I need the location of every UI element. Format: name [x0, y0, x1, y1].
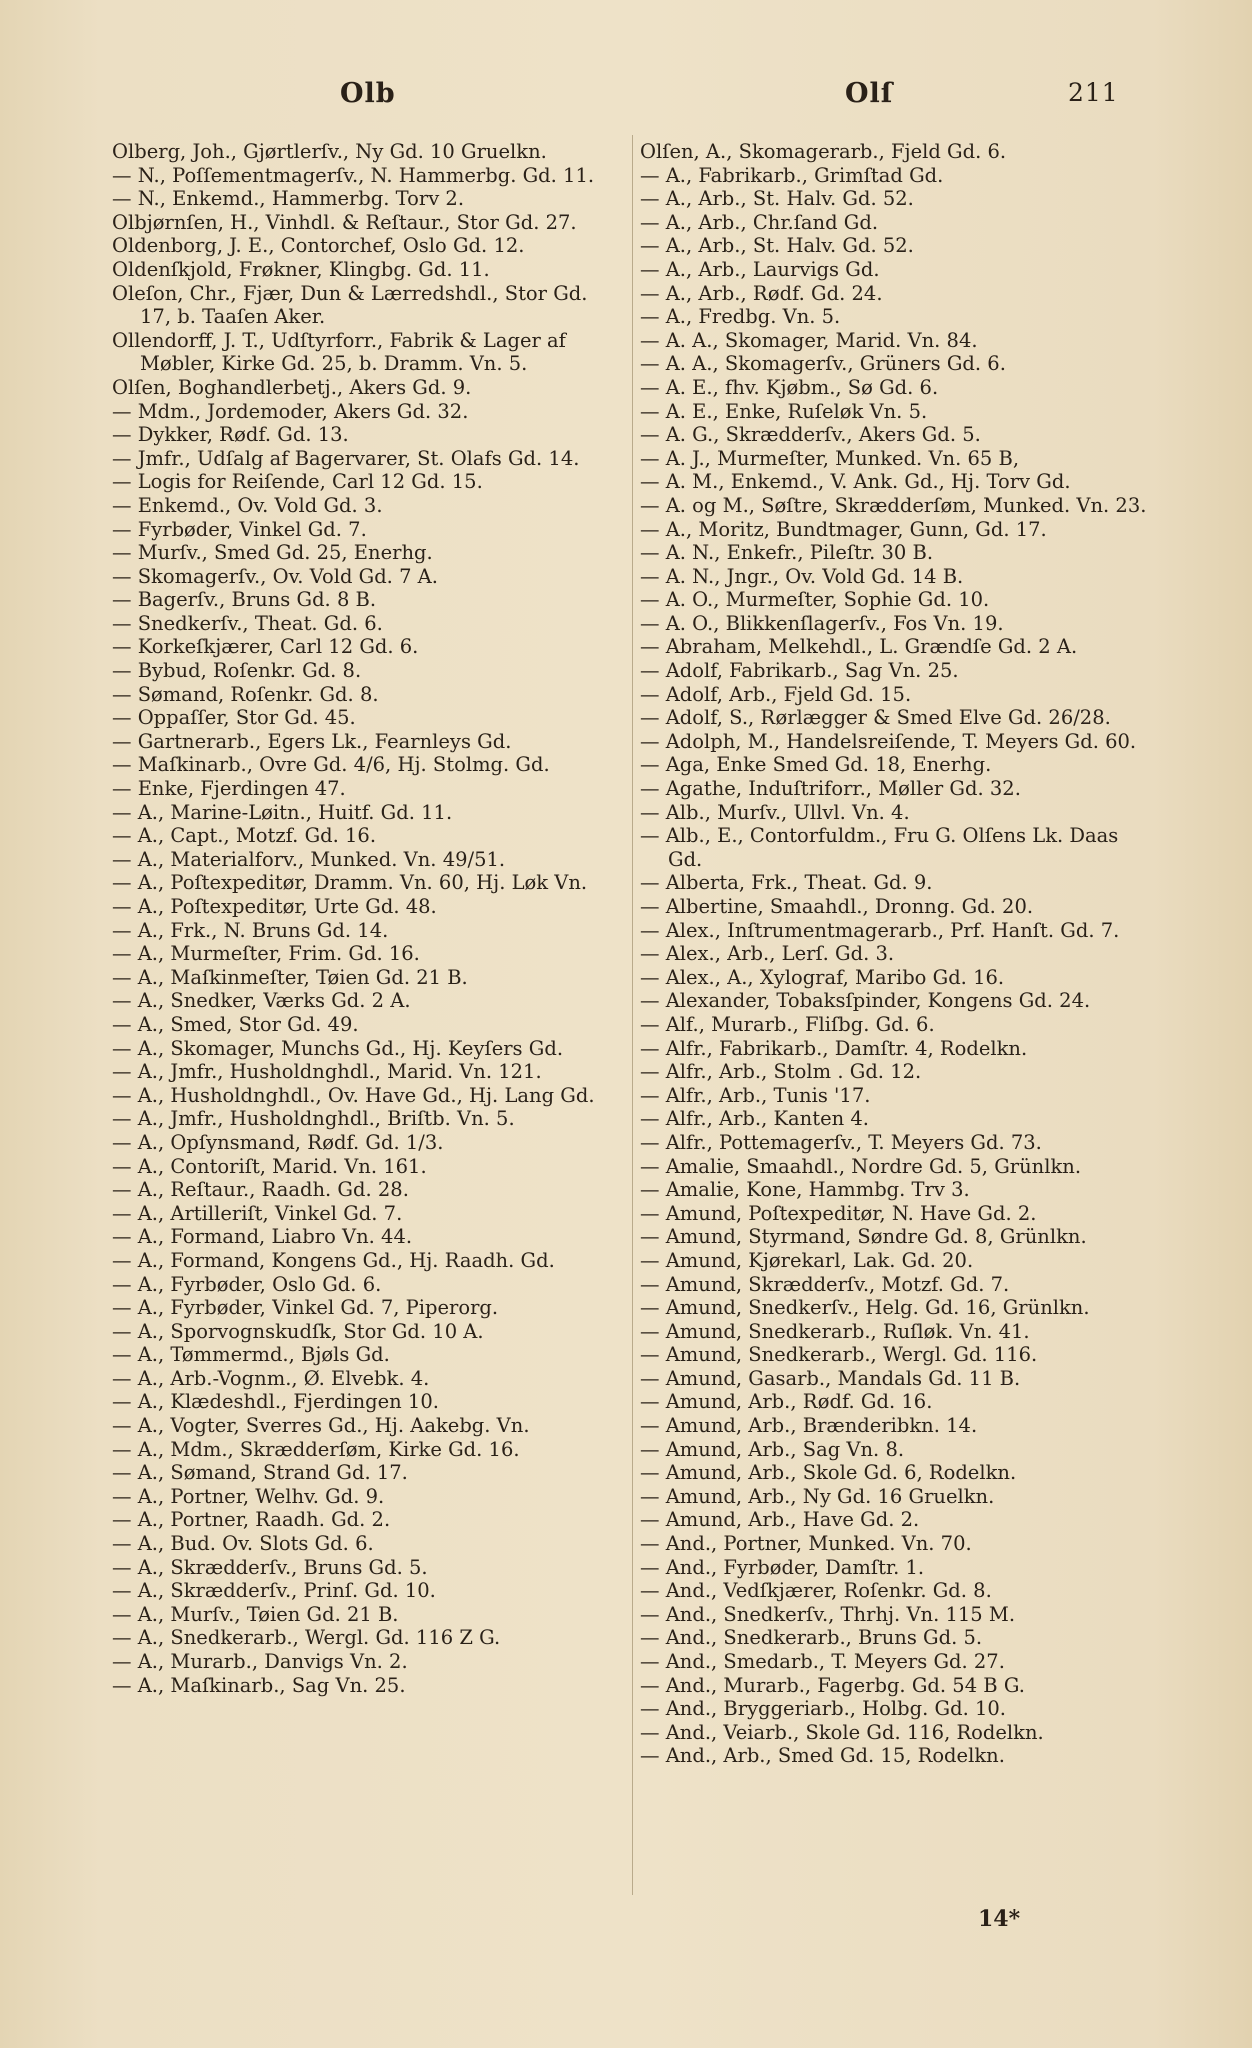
directory-entry: Olberg, Joh., Gjørtlerſv., Ny Gd. 10 Gruelkn.: [112, 140, 547, 163]
header-right-keyword: Olſ: [845, 78, 894, 109]
directory-entry: — A. E., Enke, Ruſeløk Vn. 5.: [640, 399, 928, 423]
directory-entry: — A., Arb., St. Halv. Gd. 52.: [640, 234, 914, 258]
directory-entry: — Amund, Kjørekarl, Lak. Gd. 20.: [640, 1248, 974, 1272]
directory-entry: — A., Arb., St. Halv. Gd. 52.: [640, 187, 914, 211]
directory-entry: — Albertine, Smaahdl., Dronng. Gd. 20.: [640, 895, 1034, 918]
directory-entry: — A., Artilleriſt, Vinkel Gd. 7.: [112, 1201, 403, 1225]
directory-entry: — A., Formand, Kongens Gd., Hj. Raadh. Gd.: [112, 1248, 555, 1272]
directory-entry: — A. A., Skomagerſv., Grüners Gd. 6.: [640, 352, 1006, 376]
directory-entry: — A. N., Enkefr., Pileſtr. 30 B.: [640, 541, 934, 565]
directory-entry: — Amund, Gasarb., Mandals Gd. 11 B.: [640, 1366, 1021, 1390]
directory-entry: — Amund, Arb., Ny Gd. 16 Gruelkn.: [640, 1484, 995, 1508]
directory-entry: — A. O., Blikkenſlagerſv., Fos Vn. 19.: [640, 611, 1004, 635]
directory-entry: — A., Vogter, Sverres Gd., Hj. Aakebg. Vn.: [112, 1414, 530, 1438]
directory-entry: — A., Husholdnghdl., Ov. Have Gd., Hj. Lang Gd.: [112, 1083, 595, 1107]
column-divider: [632, 135, 633, 1895]
directory-entry: Olbjørnſen, H., Vinhdl. & Reſtaur., Stor Gd. 27.: [112, 210, 577, 234]
directory-entry: — A., Portner, Welhv. Gd. 9.: [112, 1484, 385, 1508]
directory-entry: — A., Formand, Liabro Vn. 44.: [112, 1225, 413, 1249]
directory-entry: — And., Murarb., Fagerbg. Gd. 54 B G.: [640, 1673, 1025, 1697]
signature-mark: 14*: [978, 1906, 1021, 1932]
directory-entry: — A., Jmfr., Husholdnghdl., Briſtb. Vn. 5.: [112, 1107, 515, 1131]
directory-entry: — Amund, Arb., Have Gd. 2.: [640, 1508, 920, 1532]
directory-entry: — Alfr., Arb., Stolm . Gd. 12.: [640, 1060, 922, 1084]
directory-entry: — A., Maſkinmeſter, Tøien Gd. 21 B.: [112, 965, 468, 989]
directory-entry: — And., Fyrbøder, Damſtr. 1.: [640, 1555, 925, 1579]
directory-entry: — A., Arb.-Vognm., Ø. Elvebk. 4.: [112, 1366, 430, 1390]
header-left-keyword: Olb: [340, 78, 396, 109]
directory-entry: — N., Poſſementmagerſv., N. Hammerbg. Gd. 11.: [112, 163, 595, 187]
directory-entry: — Amund, Styrmand, Søndre Gd. 8, Grünlkn.: [640, 1225, 1087, 1249]
directory-entry: — Gartnerarb., Egers Lk., Fearnleys Gd.: [112, 729, 512, 753]
directory-entry: — Agathe, Induſtriforr., Møller Gd. 32.: [640, 777, 1021, 801]
directory-entry: — Snedkerſv., Theat. Gd. 6.: [112, 611, 383, 635]
directory-entry: — A., Fyrbøder, Oslo Gd. 6.: [112, 1272, 382, 1296]
directory-entry: — Aga, Enke Smed Gd. 18, Enerhg.: [640, 753, 992, 777]
directory-entry: — A., Marine-Løitn., Huitf. Gd. 11.: [112, 800, 453, 824]
directory-entry: — And., Vedſkjærer, Roſenkr. Gd. 8.: [640, 1579, 992, 1603]
directory-entry: — Alberta, Frk., Theat. Gd. 9.: [640, 871, 933, 895]
left-column: [112, 140, 618, 1697]
directory-entry: — Alex., A., Xylograf, Maribo Gd. 16.: [640, 965, 1005, 989]
directory-entry: — Amund, Arb., Sag Vn. 8.: [640, 1437, 905, 1461]
directory-entry: — A. og M., Søſtre, Skrædderſøm, Munked. Vn. 23.: [640, 493, 1147, 517]
directory-entry: — A., Poſtexpeditør, Urte Gd. 48.: [112, 895, 437, 918]
directory-entry: — Amalie, Kone, Hammbg. Trv 3.: [640, 1178, 970, 1202]
directory-entry: — Enkemd., Ov. Vold Gd. 3.: [112, 493, 383, 517]
directory-entry: — Amund, Snedkerſv., Helg. Gd. 16, Grünlkn.: [640, 1296, 1090, 1320]
directory-entry: — A., Snedker, Værks Gd. 2 A.: [112, 989, 411, 1013]
directory-entry: — Amund, Poſtexpeditør, N. Have Gd. 2.: [640, 1201, 1037, 1225]
directory-entry: — Mdm., Jordemoder, Akers Gd. 32.: [112, 399, 469, 423]
directory-entry: — Amund, Arb., Rødf. Gd. 16.: [640, 1390, 933, 1414]
directory-entry: — A., Capt., Motzf. Gd. 16.: [112, 824, 377, 848]
directory-entry: — Amund, Skrædderſv., Motzf. Gd. 7.: [640, 1272, 1010, 1296]
right-column: [640, 140, 1148, 1768]
directory-entry: — A., Fyrbøder, Vinkel Gd. 7, Piperorg.: [112, 1296, 499, 1320]
directory-entry: — Alex., Inſtrumentmagerarb., Prf. Hanſt. Gd. 7.: [640, 918, 1120, 942]
directory-entry: — Alex., Arb., Lerſ. Gd. 3.: [640, 942, 895, 966]
directory-entry: — Alexander, Tobaksſpinder, Kongens Gd. 24.: [640, 989, 1091, 1013]
directory-entry: — Abraham, Melkehdl., L. Grændſe Gd. 2 A.: [640, 635, 1078, 659]
directory-entry: — A. J., Murmeſter, Munked. Vn. 65 B,: [640, 446, 1020, 470]
directory-entry: — A., Portner, Raadh. Gd. 2.: [112, 1508, 391, 1532]
directory-entry: — A., Sømand, Strand Gd. 17.: [112, 1461, 408, 1485]
directory-entry: — A., Snedkerarb., Wergl. Gd. 116 Z G.: [112, 1626, 501, 1650]
directory-entry: — A., Fabrikarb., Grimſtad Gd.: [640, 163, 944, 187]
directory-entry: — And., Snedkerſv., Thrhj. Vn. 115 M.: [640, 1602, 1016, 1626]
directory-entry: — Alfr., Arb., Kanten 4.: [640, 1107, 869, 1131]
directory-entry: — Adolf, Fabrikarb., Sag Vn. 25.: [640, 659, 959, 683]
directory-entry: Oldenborg, J. E., Contorchef, Oslo Gd. 12.: [112, 234, 525, 258]
directory-entry: — Alfr., Fabrikarb., Damſtr. 4, Rodelkn.: [640, 1036, 1028, 1060]
directory-entry: — Bagerſv., Bruns Gd. 8 B.: [112, 588, 377, 612]
directory-entry: — A., Materialforv., Munked. Vn. 49/51.: [112, 847, 506, 871]
directory-entry: — Amund, Arb., Brænderibkn. 14.: [640, 1414, 978, 1438]
directory-entry: — A., Arb., Laurvigs Gd.: [640, 257, 880, 281]
directory-entry: — A., Contoriſt, Marid. Vn. 161.: [112, 1154, 427, 1178]
directory-entry: — A., Mdm., Skrædderſøm, Kirke Gd. 16.: [112, 1437, 520, 1461]
directory-entry: — Logis for Reiſende, Carl 12 Gd. 15.: [112, 470, 483, 494]
directory-entry: — Amund, Snedkerarb., Wergl. Gd. 116.: [640, 1343, 1038, 1367]
directory-entry: — And., Veiarb., Skole Gd. 116, Rodelkn.: [640, 1720, 1044, 1744]
directory-entry: — And., Arb., Smed Gd. 15, Rodelkn.: [640, 1744, 1005, 1768]
directory-entry: — A., Arb., Chr.ſand Gd.: [640, 210, 879, 234]
directory-entry: — Bybud, Roſenkr. Gd. 8.: [112, 659, 362, 683]
directory-entry: Olſen, Boghandlerbetj., Akers Gd. 9.: [112, 375, 472, 399]
directory-entry: — Skomagerſv., Ov. Vold Gd. 7 A.: [112, 564, 438, 588]
directory-entry: — A., Skomager, Munchs Gd., Hj. Keyſers Gd.: [112, 1036, 564, 1060]
directory-entry: — Jmfr., Udſalg af Bagervarer, St. Olafs Gd. 14.: [112, 446, 580, 470]
directory-entry: — A., Maſkinarb., Sag Vn. 25.: [112, 1673, 406, 1697]
directory-entry: — A., Jmfr., Husholdnghdl., Marid. Vn. 121.: [112, 1060, 542, 1084]
directory-entry: — Korkeſkjærer, Carl 12 Gd. 6.: [112, 635, 419, 659]
directory-entry: — Sømand, Roſenkr. Gd. 8.: [112, 682, 379, 706]
directory-entry: Ollendorff, J. T., Udſtyrforr., Fabrik & Lager af Møbler, Kirke Gd. 25, b. Dramm. Vn. 5.: [112, 328, 566, 376]
directory-entry: — A., Poſtexpeditør, Dramm. Vn. 60, Hj. Løk Vn.: [112, 871, 588, 895]
directory-entry: — A., Klædeshdl., Fjerdingen 10.: [112, 1390, 439, 1414]
directory-entry: — A., Smed, Stor Gd. 49.: [112, 1012, 359, 1036]
directory-entry: — A., Opſynsmand, Rødf. Gd. 1/3.: [112, 1130, 444, 1154]
directory-entry: Oleſon, Chr., Fjær, Dun & Lærredshdl., Stor Gd. 17, b. Taaſen Aker.: [112, 281, 588, 329]
directory-entry: Oldenſkjold, Frøkner, Klingbg. Gd. 11.: [112, 257, 490, 281]
directory-entry: — A., Murarb., Danvigs Vn. 2.: [112, 1650, 408, 1673]
directory-entry: — A. M., Enkemd., V. Ank. Gd., Hj. Torv Gd.: [640, 470, 1071, 494]
directory-entry: — Adolf, Arb., Fjeld Gd. 15.: [640, 682, 912, 706]
directory-entry: — Amalie, Smaahdl., Nordre Gd. 5, Grünlkn.: [640, 1154, 1082, 1178]
directory-entry: — A. N., Jngr., Ov. Vold Gd. 14 B.: [640, 564, 964, 588]
directory-entry: — A., Murſv., Tøien Gd. 21 B.: [112, 1602, 399, 1626]
directory-entry: — A. O., Murmeſter, Sophie Gd. 10.: [640, 588, 990, 612]
directory-entry: — A., Fredbg. Vn. 5.: [640, 305, 841, 329]
directory-entry: — And., Bryggeriarb., Holbg. Gd. 10.: [640, 1697, 1006, 1721]
directory-entry: — Alb., Murſv., Ullvl. Vn. 4.: [640, 800, 910, 824]
directory-entry: — Alf., Murarb., Fliſbg. Gd. 6.: [640, 1012, 935, 1036]
directory-entry: — A. E., fhv. Kjøbm., Sø Gd. 6.: [640, 375, 939, 399]
page-number: 211: [1068, 78, 1119, 107]
directory-entry: — Amund, Snedkerarb., Ruſløk. Vn. 41.: [640, 1319, 1030, 1343]
directory-entry: — A., Tømmermd., Bjøls Gd.: [112, 1343, 390, 1367]
directory-entry: — A., Frk., N. Bruns Gd. 14.: [112, 918, 389, 942]
directory-entry: — And., Snedkerarb., Bruns Gd. 5.: [640, 1626, 983, 1650]
directory-entry: — A., Arb., Rødf. Gd. 24.: [640, 281, 883, 305]
directory-entry: Olſen, A., Skomagerarb., Fjeld Gd. 6.: [640, 140, 1007, 163]
directory-entry: — And., Portner, Munked. Vn. 70.: [640, 1532, 972, 1556]
directory-entry: — Adolf, S., Rørlægger & Smed Elve Gd. 26/28.: [640, 706, 1111, 730]
directory-entry: — A., Skrædderſv., Bruns Gd. 5.: [112, 1555, 428, 1579]
directory-entry: — A. A., Skomager, Marid. Vn. 84.: [640, 328, 978, 352]
directory-entry: — A., Murmeſter, Frim. Gd. 16.: [112, 942, 420, 966]
directory-entry: — N., Enkemd., Hammerbg. Torv 2.: [112, 187, 465, 211]
directory-entry: — Fyrbøder, Vinkel Gd. 7.: [112, 517, 367, 541]
directory-entry: — Adolph, M., Handelsreiſende, T. Meyers Gd. 60.: [640, 729, 1137, 753]
directory-entry: — A., Sporvognskudſk, Stor Gd. 10 A.: [112, 1319, 484, 1343]
directory-entry: — A., Moritz, Bundtmager, Gunn, Gd. 17.: [640, 517, 1047, 541]
directory-entry: — And., Smedarb., T. Meyers Gd. 27.: [640, 1650, 1005, 1673]
directory-entry: — A., Skrædderſv., Prinſ. Gd. 10.: [112, 1579, 436, 1603]
directory-entry: — A., Reſtaur., Raadh. Gd. 28.: [112, 1178, 409, 1202]
directory-entry: — Dykker, Rødf. Gd. 13.: [112, 423, 349, 447]
directory-entry: — Oppaſſer, Stor Gd. 45.: [112, 706, 356, 730]
directory-entry: — Alfr., Pottemagerſv., T. Meyers Gd. 73.: [640, 1130, 1042, 1154]
directory-entry: — Enke, Fjerdingen 47.: [112, 777, 346, 801]
directory-entry: — Maſkinarb., Ovre Gd. 4/6, Hj. Stolmg. Gd.: [112, 753, 550, 777]
directory-entry: — A., Bud. Ov. Slots Gd. 6.: [112, 1532, 374, 1556]
directory-entry: — Alfr., Arb., Tunis '17.: [640, 1083, 871, 1107]
directory-entry: — Alb., E., Contorfuldm., Fru G. Olſens Lk. Daas Gd.: [640, 824, 1119, 871]
directory-entry: — Murſv., Smed Gd. 25, Enerhg.: [112, 541, 433, 565]
directory-entry: — Amund, Arb., Skole Gd. 6, Rodelkn.: [640, 1461, 1017, 1485]
directory-entry: — A. G., Skrædderſv., Akers Gd. 5.: [640, 423, 981, 447]
